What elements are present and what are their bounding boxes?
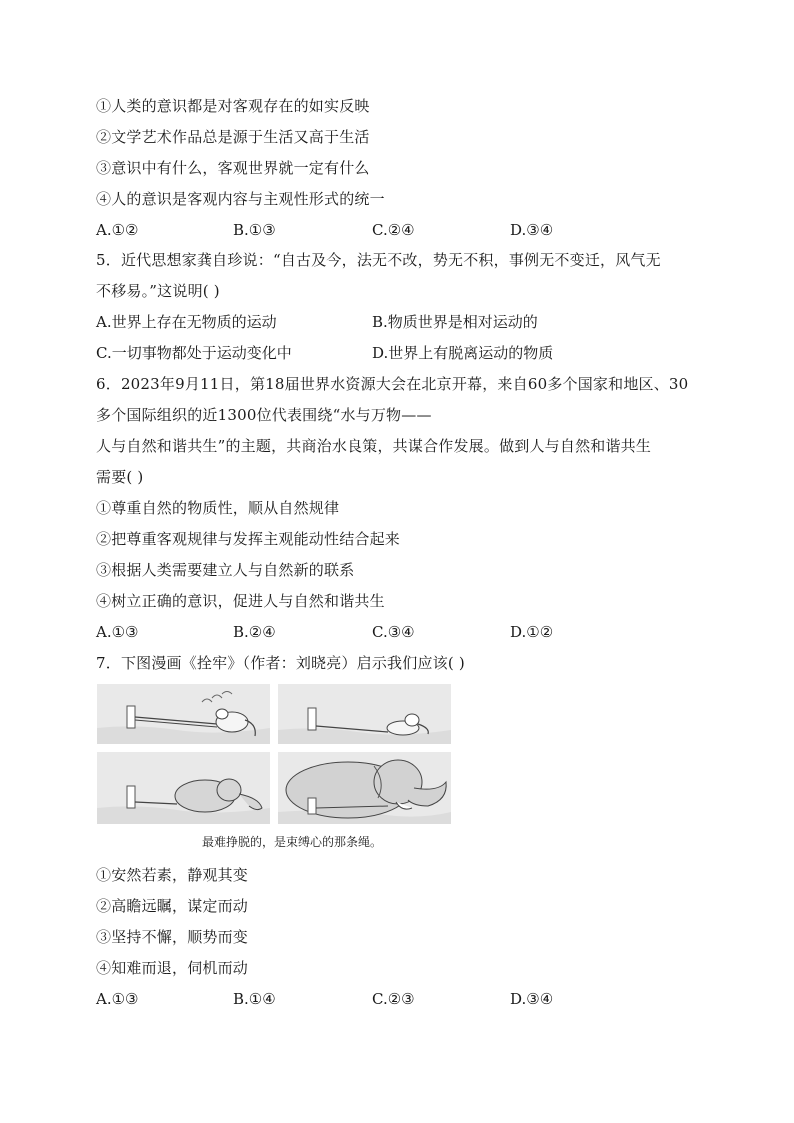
- cartoon-panel-2: [278, 684, 451, 744]
- q7-item-4: ④知难而退，伺机而动: [96, 959, 249, 977]
- q5-stem-line2: 不移易。”这说明( ): [96, 282, 220, 300]
- q4-item-4: ④人的意识是客观内容与主观性形式的统一: [96, 190, 385, 208]
- q7-option-b: B.①④: [233, 990, 276, 1008]
- q6-option-d: D.①②: [510, 623, 554, 641]
- q6-option-c: C.③④: [372, 623, 415, 641]
- q7-option-c: C.②③: [372, 990, 415, 1008]
- q6-item-1: ①尊重自然的物质性，顺从自然规律: [96, 499, 340, 517]
- q6-item-2: ②把尊重客观规律与发挥主观能动性结合起来: [96, 530, 401, 548]
- q7-item-1: ①安然若素，静观其变: [96, 866, 249, 884]
- cartoon-panel-4: [278, 752, 451, 824]
- q5-option-b: B.物质世界是相对运动的: [372, 313, 538, 331]
- q6-item-3: ③根据人类需要建立人与自然新的联系: [96, 561, 355, 579]
- q6-stem-line4: 需要( ): [96, 468, 144, 486]
- q5-option-a: A.世界上存在无物质的运动: [96, 313, 277, 331]
- q6-option-a: A.①③: [96, 623, 139, 641]
- cartoon-caption: 最难挣脱的，是束缚心的那条绳。: [202, 835, 383, 849]
- q5-option-d: D.世界上有脱离运动的物质: [372, 344, 554, 362]
- q4-item-3: ③意识中有什么，客观世界就一定有什么: [96, 159, 370, 177]
- q4-option-d: D.③④: [510, 221, 554, 239]
- q6-stem-line3: 人与自然和谐共生”的主题，共商治水良策，共谋合作发展。做到人与自然和谐共生: [96, 437, 652, 455]
- q7-item-3: ③坚持不懈，顺势而变: [96, 928, 249, 946]
- q4-item-1: ①人类的意识都是对客观存在的如实反映: [96, 97, 370, 115]
- q6-stem-line2: 多个国际组织的近1300位代表围绕“水与万物——: [96, 406, 432, 424]
- q6-stem-line1: 6．2023年9月11日，第18届世界水资源大会在北京开幕，来自60多个国家和地区、30: [96, 375, 689, 393]
- q7-option-a: A.①③: [96, 990, 139, 1008]
- q4-option-b: B.①③: [233, 221, 276, 239]
- q7-stem: 7．下图漫画《拴牢》（作者：刘晓亮）启示我们应该( ): [96, 654, 465, 672]
- q5-option-c: C.一切事物都处于运动变化中: [96, 344, 292, 362]
- cartoon-panel-3: [97, 752, 270, 824]
- q6-option-b: B.②④: [233, 623, 276, 641]
- q4-option-a: A.①②: [96, 221, 139, 239]
- q7-item-2: ②高瞻远瞩，谋定而动: [96, 897, 249, 915]
- q4-item-2: ②文学艺术作品总是源于生活又高于生活: [96, 128, 370, 146]
- q5-stem-line1: 5．近代思想家龚自珍说：“自古及今，法无不改，势无不积，事例无不变迁，风气无: [96, 251, 661, 269]
- q4-option-c: C.②④: [372, 221, 415, 239]
- cartoon-panel-1: [97, 684, 270, 744]
- q6-item-4: ④树立正确的意识，促进人与自然和谐共生: [96, 592, 385, 610]
- q7-option-d: D.③④: [510, 990, 554, 1008]
